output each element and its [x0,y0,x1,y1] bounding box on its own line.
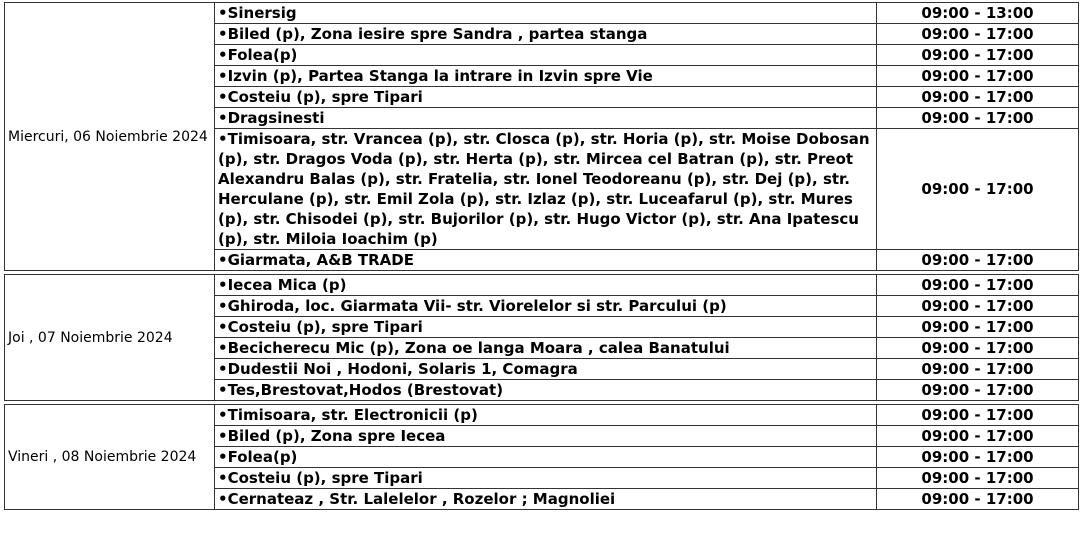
location-cell: •Becicherecu Mic (p), Zona oe langa Moara , calea Banatului [215,338,877,359]
day-label: Miercuri, 06 Noiembrie 2024 [5,3,215,271]
location-cell: •Tes,Brestovat,Hodos (Brestovat) [215,380,877,401]
time-interval-cell: 09:00 - 17:00 [877,359,1079,380]
location-cell: •Dudestii Noi , Hodoni, Solaris 1, Comagra [215,359,877,380]
location-cell: •Folea(p) [215,447,877,468]
time-interval-cell: 09:00 - 17:00 [877,87,1079,108]
location-cell: •Timisoara, str. Electronicii (p) [215,405,877,426]
location-cell: •Dragsinesti [215,108,877,129]
time-interval-cell: 09:00 - 17:00 [877,338,1079,359]
location-cell: •Cernateaz , Str. Lalelelor , Rozelor ; Magnoliei [215,489,877,510]
location-cell: •Costeiu (p), spre Tipari [215,468,877,489]
day-label: Vineri , 08 Noiembrie 2024 [5,405,215,510]
time-interval-cell: 09:00 - 17:00 [877,380,1079,401]
location-cell: •Ghiroda, loc. Giarmata Vii- str. Viorelelor si str. Parcului (p) [215,296,877,317]
time-interval-cell: 09:00 - 17:00 [877,24,1079,45]
table-row [5,405,1079,426]
time-interval-cell: 09:00 - 17:00 [877,468,1079,489]
table-row [5,3,1079,24]
time-interval-cell: 09:00 - 17:00 [877,489,1079,510]
time-interval-cell: 09:00 - 17:00 [877,317,1079,338]
table-row [5,275,1079,296]
time-interval-cell: 09:00 - 17:00 [877,66,1079,87]
time-interval-cell: 09:00 - 17:00 [877,405,1079,426]
location-cell: •Biled (p), Zona iesire spre Sandra , partea stanga [215,24,877,45]
day-label: Joi , 07 Noiembrie 2024 [5,275,215,401]
location-cell: •Sinersig [215,3,877,24]
location-cell: •Giarmata, A&B TRADE [215,250,877,271]
time-interval-cell: 09:00 - 17:00 [877,447,1079,468]
schedule-body [5,3,1079,510]
time-interval-cell: 09:00 - 17:00 [877,275,1079,296]
time-interval-cell: 09:00 - 13:00 [877,3,1079,24]
location-cell: •Folea(p) [215,45,877,66]
location-cell: •Costeiu (p), spre Tipari [215,317,877,338]
schedule-table [4,2,1079,510]
time-interval-cell: 09:00 - 17:00 [877,250,1079,271]
location-cell: •Izvin (p), Partea Stanga la intrare in Izvin spre Vie [215,66,877,87]
time-interval-cell: 09:00 - 17:00 [877,45,1079,66]
location-cell: •Costeiu (p), spre Tipari [215,87,877,108]
location-cell: •Timisoara, str. Vrancea (p), str. Closca (p), str. Horia (p), str. Moise Dobosan (p), str. Dragos Voda (p), str. Herta (p), str. Mircea cel Batran (p), str. Preot Alexandru Balas (p), str. Fratelia, str. Ionel Teodoreanu (p), str. Dej (p), str. Herculane (p), str. Emil Zola (p), str. Izlaz (p), str. Luceafarul (p), str. Mures (p), str. Chisodei (p), str. Bujorilor (p), str. Hugo Victor (p), str. Ana Ipatescu (p), str. Miloia Ioachim (p) [215,129,877,250]
time-interval-cell: 09:00 - 17:00 [877,129,1079,250]
location-cell: •Biled (p), Zona spre Iecea [215,426,877,447]
time-interval-cell: 09:00 - 17:00 [877,296,1079,317]
location-cell: •Iecea Mica (p) [215,275,877,296]
time-interval-cell: 09:00 - 17:00 [877,108,1079,129]
time-interval-cell: 09:00 - 17:00 [877,426,1079,447]
